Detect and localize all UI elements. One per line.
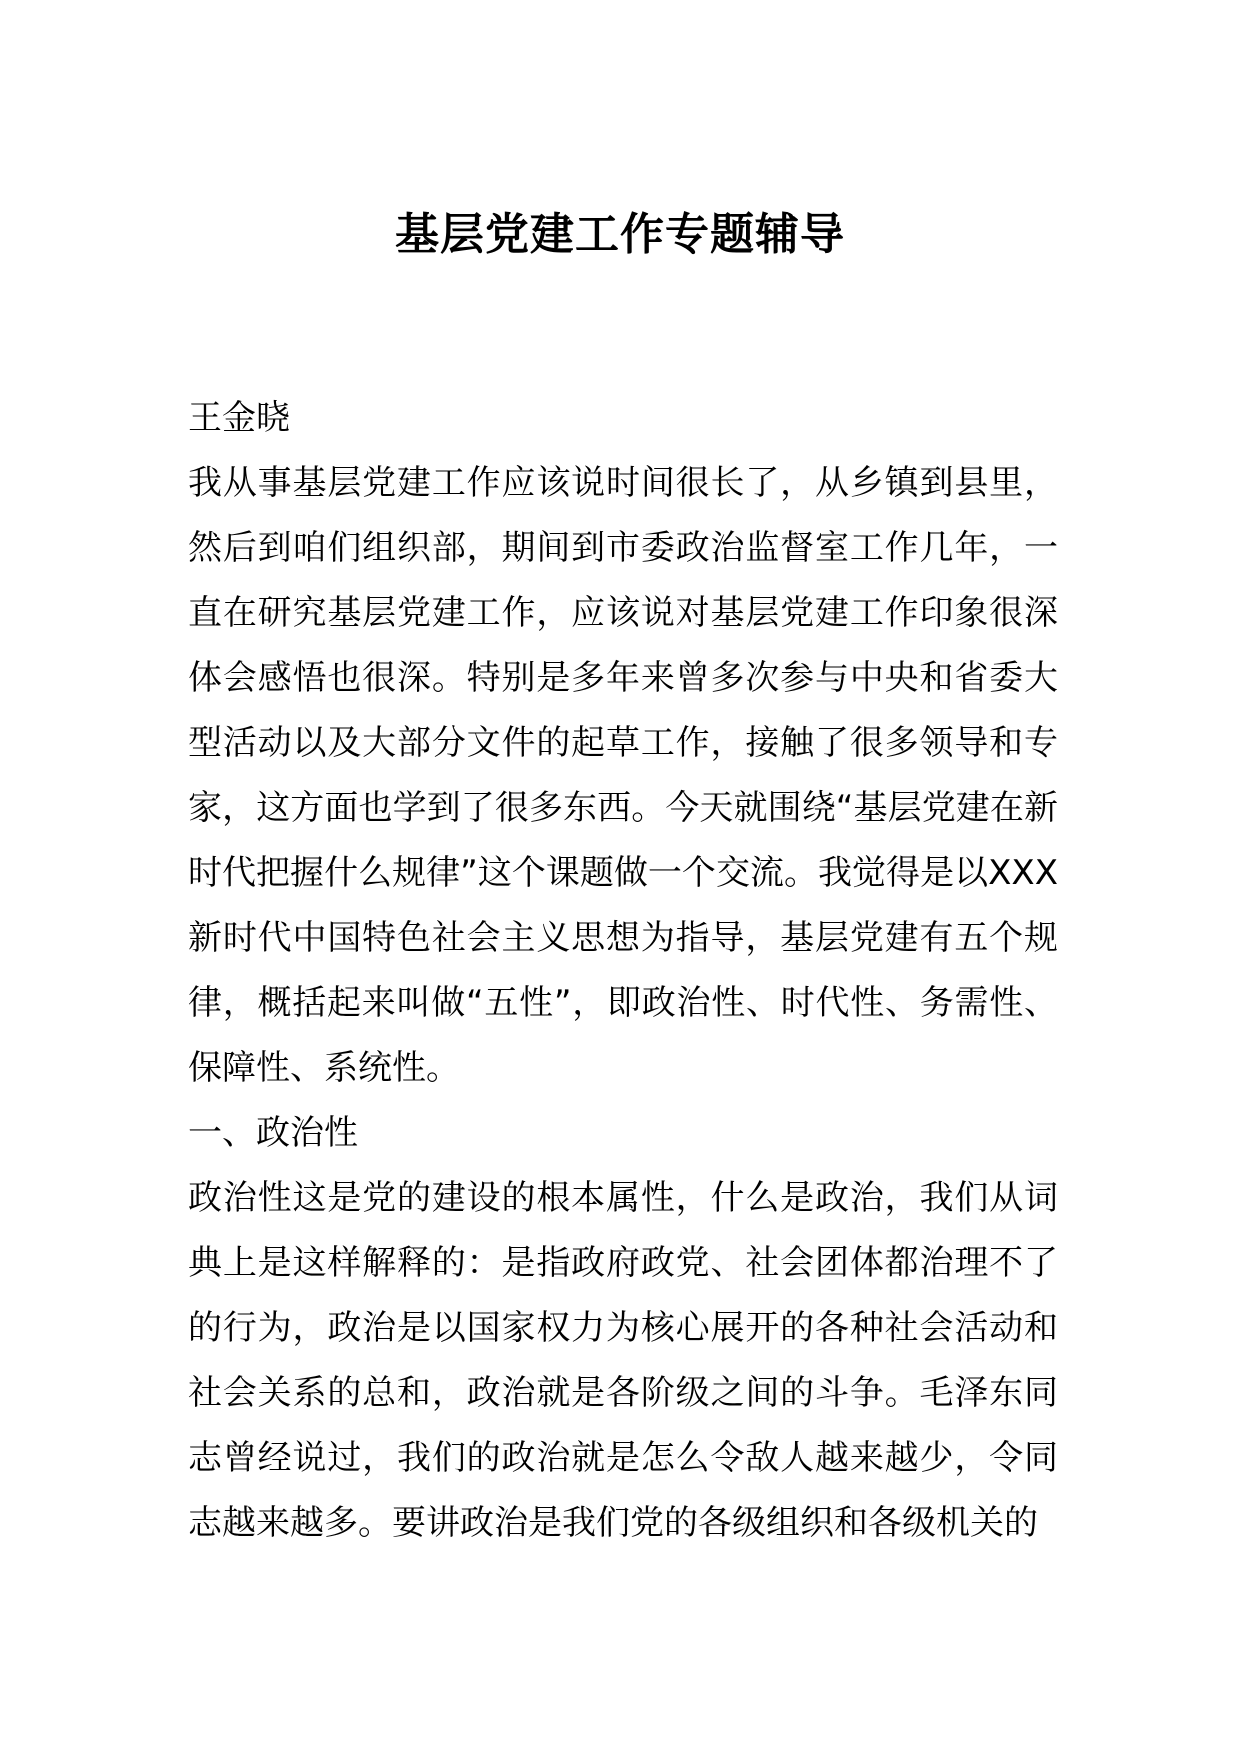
document-title: 基层党建工作专题辅导	[395, 209, 845, 260]
document-body	[188, 386, 1058, 1556]
intro-paragraph: 我从事基层党建工作应该说时间很长了，从乡镇到县里，然后到咱们组织部，期间到市委政治监督室工作几年，一直在研究基层党建工作，应该说对基层党建工作印象很深体会感悟也很深。特别是多年来曾多次参与中央和省委大型活动以及大部分文件的起草工作，接触了很多领导和专家，这方面也学到了很多东西。今天就围绕“基层党建在新时代把握什么规律”这个课题做一个交流。我觉得是以XXX新时代中国特色社会主义思想为指导，基层党建有五个规律，概括起来叫做“五性”，即政治性、时代性、务需性、保障性、系统性。	[188, 463, 1058, 1088]
section-paragraph: 政治性这是党的建设的根本属性，什么是政治，我们从词典上是这样解释的：是指政府政党、社会团体都治理不了的行为，政治是以国家权力为核心展开的各种社会活动和社会关系的总和，政治就是各阶级之间的斗争。毛泽东同志曾经说过，我们的政治就是怎么令敌人越来越少，令同志越来越多。要讲政治是我们党的各级组织和各级机关的	[188, 1178, 1058, 1543]
author-line: 王金晓	[188, 398, 290, 438]
section-heading: 一、政治性	[188, 1113, 358, 1153]
